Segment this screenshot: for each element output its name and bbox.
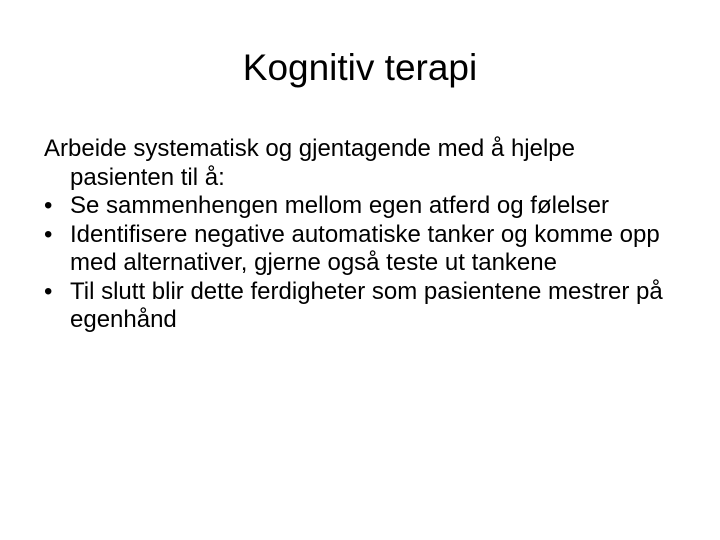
slide-body <box>44 135 684 335</box>
bullet-text: Se sammenhengen mellom egen atferd og følelser <box>70 192 609 219</box>
slide-title: Kognitiv terapi <box>242 47 478 88</box>
bullet-list <box>44 192 684 335</box>
bullet-icon: • <box>44 220 53 248</box>
bullet-text: Til slutt blir dette ferdigheter som pasientene mestrer på egenhånd <box>70 277 663 333</box>
bullet-item <box>44 278 684 335</box>
bullet-icon: • <box>44 192 53 219</box>
bullet-text: Identifisere negative automatiske tanker og komme opp med alternativer, gjerne også teste ut tankene <box>70 220 660 276</box>
bullet-item <box>44 192 684 221</box>
bullet-icon: • <box>44 277 53 305</box>
bullet-item <box>44 221 684 278</box>
intro-text: Arbeide systematisk og gjentagende med å hjelpe pasienten til å: <box>44 135 575 191</box>
